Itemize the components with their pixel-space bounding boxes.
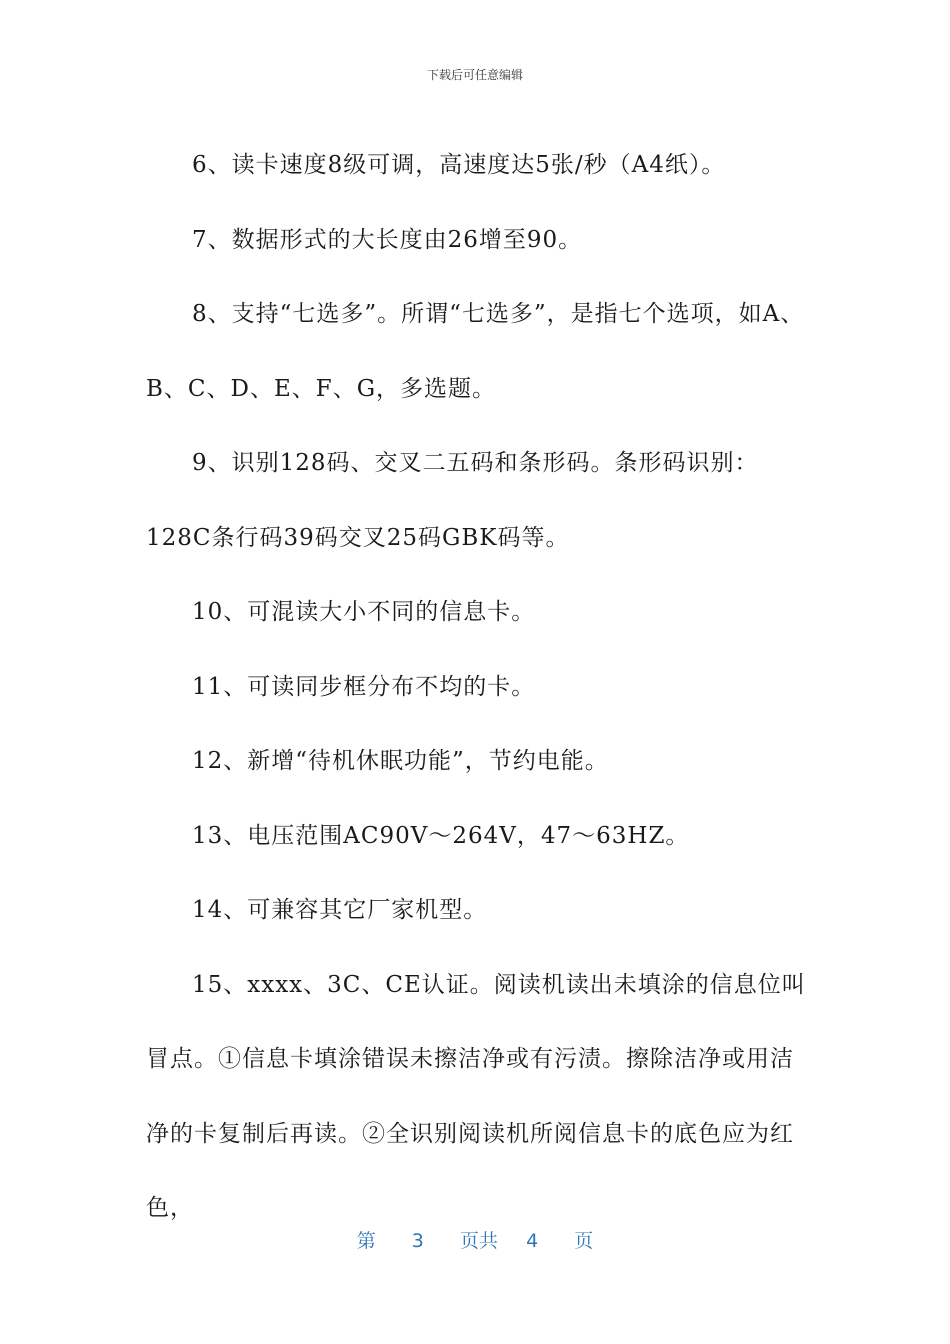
footer-middle: 页共	[459, 1230, 498, 1252]
page-footer	[0, 1226, 950, 1253]
footer-suffix: 页	[574, 1230, 594, 1252]
paragraph-item-13: 13、电压范围AC90V～264V，47～63HZ。	[192, 822, 690, 849]
paragraph-item-11: 11、可读同步框分布不均的卡。	[192, 673, 536, 700]
footer-prefix: 第	[356, 1230, 376, 1252]
page-header: 下载后可任意编辑	[426, 68, 523, 82]
paragraph-item-15: 15、xxxx、3C、CE认证。阅读机读出未填涂的信息位叫冒点。①信息卡填涂错误未擦洁净或有污渍。擦除洁净或用洁净的卡复制后再读。②全识别阅读机所阅信息卡的底色应为红色，	[146, 971, 806, 1221]
footer-total-pages: 4	[526, 1230, 539, 1252]
paragraph-item-6: 6、读卡速度8级可调，高速度达5张/秒（A4纸）。	[192, 152, 726, 178]
paragraph-item-8: 8、支持“七选多”。所谓“七选多”，是指七个选项，如A、B、C、D、E、F、G，多选题。	[146, 301, 805, 402]
paragraph-item-14: 14、可兼容其它厂家机型。	[192, 897, 488, 923]
footer-current-page: 3	[411, 1230, 424, 1252]
document-body	[146, 128, 806, 1246]
paragraph-item-10: 10、可混读大小不同的信息卡。	[192, 599, 536, 625]
paragraph-item-9: 9、识别128码、交叉二五码和条形码。条形码识别：128C条行码39码交叉25码GBK码等。	[146, 450, 759, 551]
paragraph-item-12: 12、新增“待机休眠功能”，节约电能。	[192, 748, 609, 774]
paragraph-item-7: 7、数据形式的大长度由26增至90。	[192, 226, 583, 253]
